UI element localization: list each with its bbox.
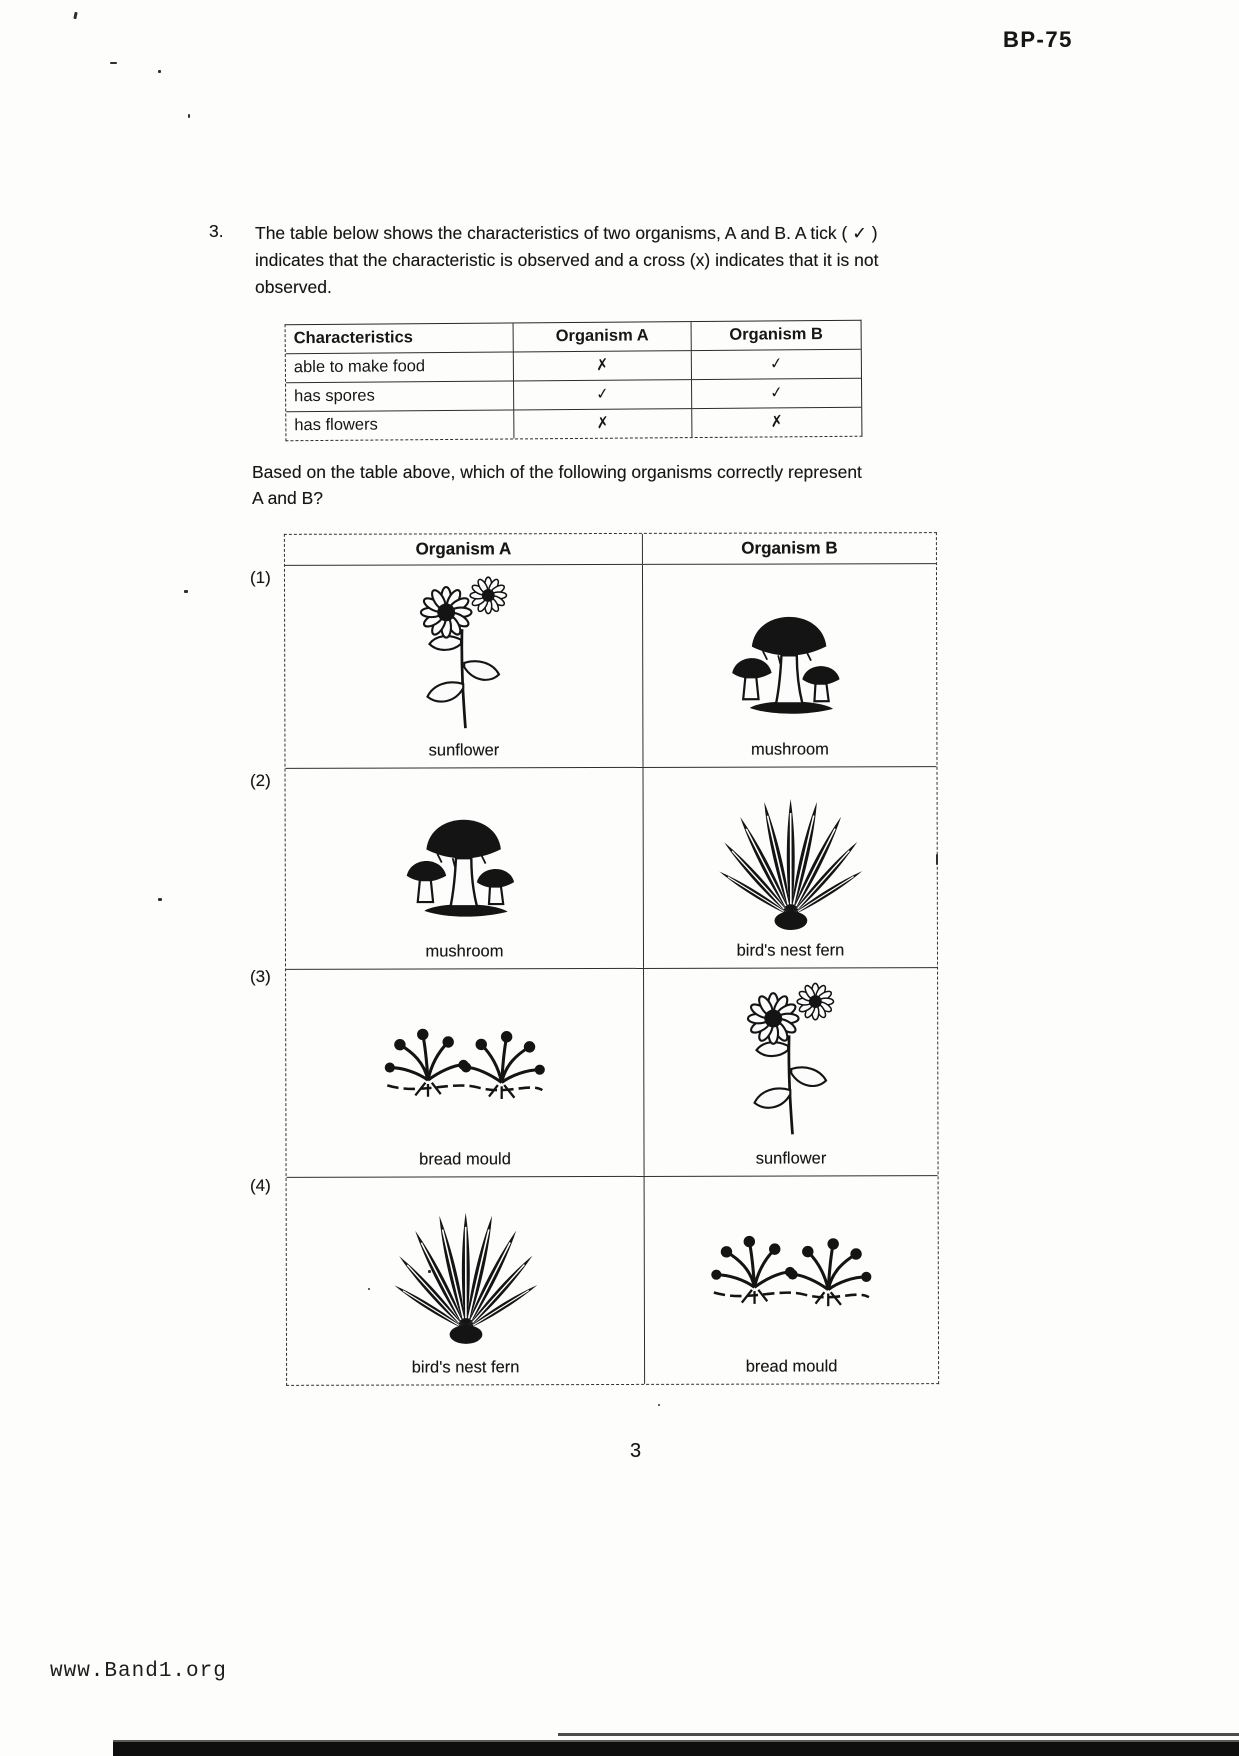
question-line: indicates that the characteristic is observed and a cross (x) indicates that it is not bbox=[255, 250, 879, 270]
scan-speckle bbox=[188, 114, 190, 118]
option-4-cell-b bbox=[645, 1176, 939, 1384]
organism-caption: bread mould bbox=[745, 1357, 838, 1376]
scan-speckle bbox=[158, 70, 161, 73]
cross-mark: ✗ bbox=[594, 356, 610, 375]
scan-speckle bbox=[658, 1404, 660, 1406]
birdsnestfern-illustration bbox=[643, 767, 936, 942]
tick-mark: ✓ bbox=[769, 383, 785, 403]
options-header-organism-a: Organism A bbox=[285, 534, 643, 565]
char-table-header-characteristics: Characteristics bbox=[286, 323, 513, 354]
followup-line: Based on the table above, which of the following organisms correctly represent bbox=[252, 462, 862, 482]
char-table-header-organism-a: Organism A bbox=[513, 322, 691, 352]
char-table-header-organism-b: Organism B bbox=[691, 321, 861, 351]
organism-caption: bird's nest fern bbox=[736, 941, 845, 960]
question-line: The table below shows the characteristics of two organisms, A and B. A tick ( ✓ ) bbox=[255, 223, 878, 243]
question-line: observed. bbox=[255, 277, 332, 297]
scan-speckle bbox=[73, 12, 77, 19]
organism-caption: bird's nest fern bbox=[411, 1358, 520, 1377]
char-row-label: has flowers bbox=[294, 415, 378, 435]
scan-speckle bbox=[158, 898, 162, 901]
char-row-label: has spores bbox=[286, 381, 513, 412]
doc-code: BP-75 bbox=[1003, 27, 1073, 52]
option-1-cell-b bbox=[643, 564, 937, 767]
page-number: 3 bbox=[630, 1440, 642, 1462]
char-row-label: able to make food bbox=[286, 352, 513, 383]
scan-speckle bbox=[184, 590, 188, 593]
options-header-organism-b: Organism B bbox=[741, 538, 838, 558]
cross-mark: ✗ bbox=[769, 412, 785, 432]
option-4-cell-a bbox=[287, 1177, 646, 1385]
organism-caption: mushroom bbox=[750, 740, 829, 759]
sunflower-illustration bbox=[285, 565, 642, 742]
scan-speckle bbox=[936, 854, 938, 865]
option-row-2 bbox=[286, 767, 938, 970]
organism-caption: mushroom bbox=[425, 942, 504, 961]
char-row-mark-b bbox=[691, 350, 861, 380]
option-3-cell-b bbox=[644, 968, 938, 1176]
scan-edge-line bbox=[558, 1733, 1239, 1736]
char-row-mark-b bbox=[691, 379, 861, 409]
mushroom-illustration bbox=[286, 768, 643, 943]
option-1-cell-a bbox=[285, 565, 644, 768]
question-followup bbox=[252, 459, 972, 511]
option-label-2: (2) bbox=[250, 771, 271, 790]
scan-speckle bbox=[368, 1288, 370, 1290]
char-row-mark-a bbox=[513, 409, 691, 438]
birdsnestfern-illustration bbox=[287, 1177, 644, 1359]
tick-mark: ✓ bbox=[595, 385, 611, 404]
option-label-1: (1) bbox=[250, 568, 271, 587]
characteristics-table bbox=[285, 320, 863, 442]
question-text bbox=[255, 220, 975, 301]
organism-caption: sunflower bbox=[755, 1149, 827, 1168]
options-table-header bbox=[285, 533, 936, 566]
char-row-mark-a bbox=[513, 380, 691, 410]
organism-caption: bread mould bbox=[419, 1150, 511, 1169]
tick-mark: ✓ bbox=[768, 354, 784, 374]
char-row-mark-a bbox=[513, 351, 691, 381]
char-row-mark-b bbox=[691, 408, 861, 437]
option-2-cell-a bbox=[286, 768, 645, 969]
option-label-3: (3) bbox=[250, 967, 271, 986]
breadmould-illustration bbox=[286, 969, 643, 1151]
cross-mark: ✗ bbox=[595, 414, 611, 433]
option-row-1 bbox=[285, 564, 937, 769]
option-3-cell-a bbox=[286, 969, 645, 1177]
option-label-4: (4) bbox=[250, 1176, 271, 1195]
options-table bbox=[284, 532, 939, 1386]
organism-caption: sunflower bbox=[428, 741, 500, 760]
sunflower-illustration bbox=[644, 968, 937, 1150]
option-2-cell-b bbox=[643, 767, 937, 968]
followup-line: A and B? bbox=[252, 488, 324, 508]
question-number: 3. bbox=[209, 221, 224, 241]
breadmould-illustration bbox=[645, 1176, 938, 1358]
scan-speckle bbox=[428, 1270, 431, 1273]
option-row-3 bbox=[286, 968, 938, 1178]
scan-speckle bbox=[110, 62, 117, 64]
footer-url: www.Band1.org bbox=[50, 1660, 227, 1683]
mushroom-illustration bbox=[643, 564, 936, 741]
option-row-4 bbox=[287, 1176, 939, 1385]
